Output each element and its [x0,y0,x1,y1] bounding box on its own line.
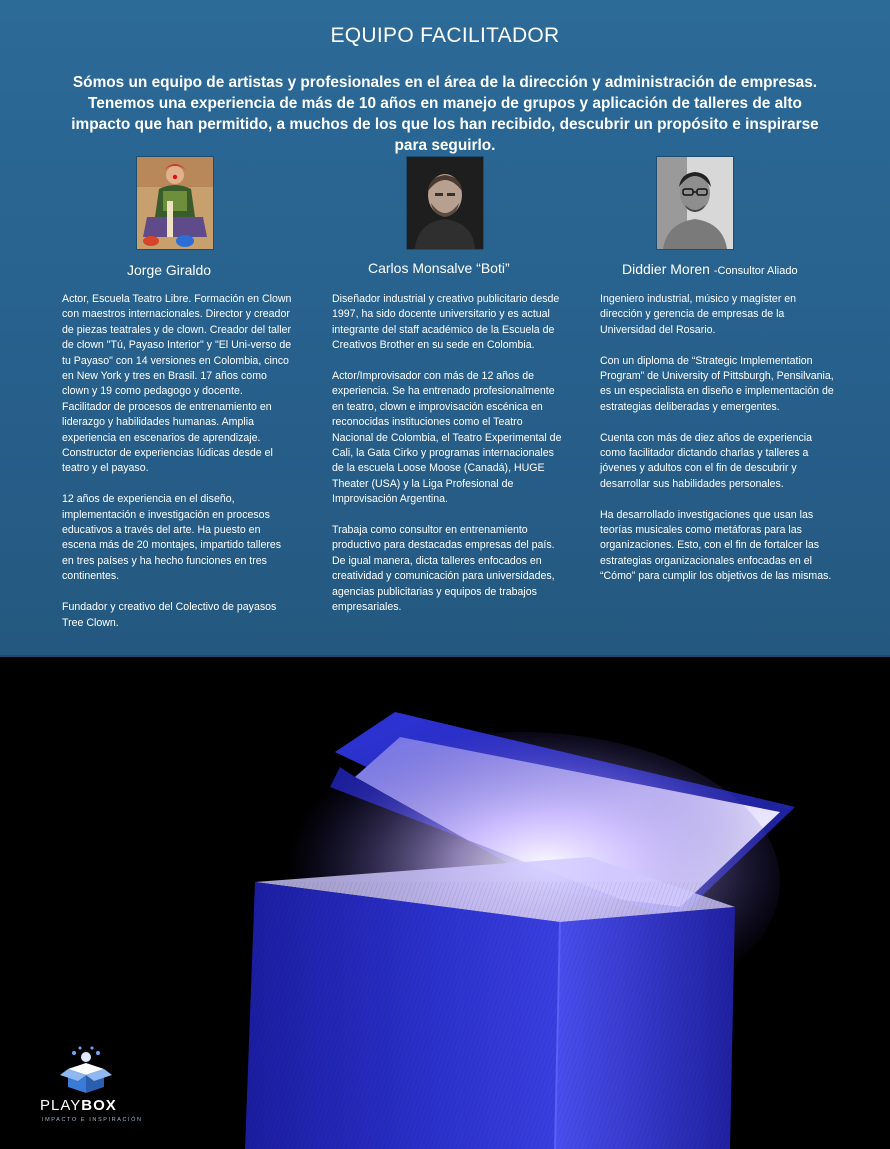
bio-paragraph: Con un diploma de “Strategic Implementation Program” de University of Pittsburgh, Pensilvania, es un especialista en diseño e implementación de estrategias deliberadas y emergentes. [600,354,834,413]
page-title: EQUIPO FACILITADOR [330,24,560,47]
bio-paragraph: Actor, Escuela Teatro Libre. Formación en Clown con maestros internacionales. Director y creador de piezas teatrales y de clown. Creador del taller de clown "Tú, Payaso Interior" y "El Uni-verso de tu Payaso" con 14 versiones en Colombia, cinco en New York y tres en Brasil. 17 años como clown y 19 como pedagogo y docente. Facilitador de procesos de entrenamiento en liderazgo y habilidades humanas. Amplia experiencia en escenarios de aprendizaje. Constructor de experiencias lúdicas desde el teatro y el payaso. [62,293,292,475]
member-name-3 [622,261,798,277]
bio-column-3 [600,292,840,600]
logo-wordmark [40,1097,117,1114]
member-role-3: -Consultor Aliado [713,265,798,277]
member-name-2: Carlos Monsalve “Boti” [368,260,510,276]
bio-paragraph: Actor/Improvisador con más de 12 años de experiencia. Se ha entrenado profesionalmente en teatro, clown e improvisación escénica en reconocidas instituciones como el Teatro Nacional de Colombia, el Teatro Experimental de Cali, la Gata Cirko y programas internacionales de la escuela Loose Moose (Canadá), HUGE Theater (USA) y la Liga Profesional de Improvisación Argentina. [332,370,562,506]
bio-paragraph: Ha desarrollado investigaciones que usan las teorías musicales como metáforas para las organizaciones. Esto, con el fin de fortalcer las estrategias organizacionales enfocadas en el “Cómo” para cumplir los objetivos de las mismas. [600,508,832,583]
bio-paragraph: Trabaja como consultor en entrenamiento productivo para destacadas empresas del país. De igual manera, dicta talleres enfocados en creatividad y comunicación para universidades, agencias publicitarias y equipos de trabajos empresariales. [332,524,555,614]
intro-text: Sómos un equipo de artistas y profesionales en el área de la dirección y administración de empresas. Tenemos una experiencia de más de 10 años en manejo de grupos y aplicación de talleres de alto impacto que han permitido, a muchos de los que los han recibido, descubrir un propósito e inspirarse para seguirlo. [71,74,819,154]
member-name-3-text: Diddier Moren [622,261,710,277]
logo-word-bold: BOX [81,1097,117,1114]
bio-paragraph: Cuenta con más de diez años de experiencia como facilitador dictando charlas y talleres a jóvenes y adultos con el fin de descubrir y desarrollar sus habilidades personales. [600,431,813,490]
bio-paragraph: Diseñador industrial y creativo publicitario desde 1997, ha sido docente universitario y es actual integrante del staff académico de la Escuela de Creativos Brother en su sede en Colombia. [332,293,560,352]
photo-jorge-giraldo [136,156,214,250]
logo-tagline: IMPACTO E INSPIRACIÓN [42,1117,143,1123]
bio-column-1 [62,292,294,646]
bio-column-2 [332,292,564,631]
logo-word-light: PLAY [40,1097,82,1114]
photo-carlos-monsalve [406,156,484,250]
member-name-1: Jorge Giraldo [127,262,212,278]
bio-paragraph: Fundador y creativo del Colectivo de payasos Tree Clown. [62,601,277,629]
bio-paragraph: Ingeniero industrial, músico y magíster en dirección y gerencia de empresas de la Universidad del Rosario. [600,293,797,336]
box-illustration [0,657,890,1149]
photo-diddier-moren [656,156,734,250]
bio-paragraph: 12 años de experiencia en el diseño, implementación e investigación en procesos educativos a través del arte. Ha puesto en escena más de 20 montajes, impartido talleres en tres países y ha hecho funciones en tres continentes. [62,493,282,583]
box-logo-icon [56,1045,116,1095]
